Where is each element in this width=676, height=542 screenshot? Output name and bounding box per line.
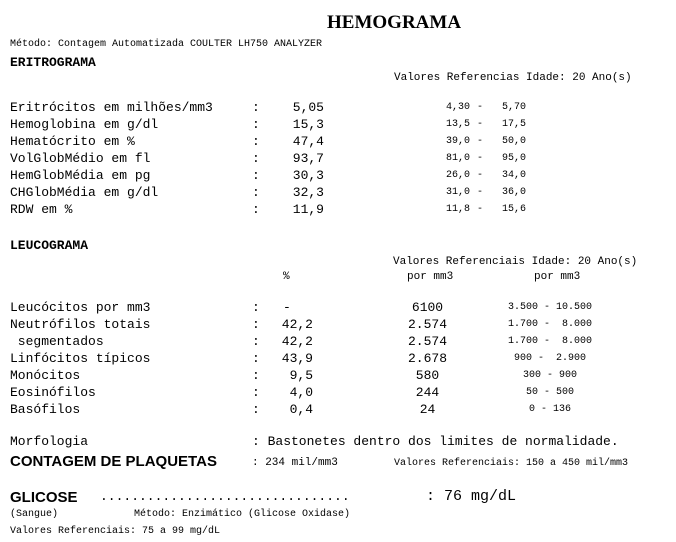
eritro-row-ref-high: 34,0	[501, 170, 526, 181]
plaquetas-label: CONTAGEM DE PLAQUETAS	[10, 453, 217, 470]
eritro-row-sep: :	[252, 168, 260, 183]
eritro-row-ref-low: 39,0	[445, 136, 470, 147]
method-line: Método: Contagem Automatizada COULTER LH750 ANALYZER	[10, 39, 323, 50]
eritro-row-ref-dash: -	[477, 187, 484, 198]
leuco-row-sep: :	[252, 385, 260, 400]
eritro-row-ref-high: 50,0	[501, 136, 526, 147]
leuco-row-sep: :	[252, 300, 260, 315]
eritro-row-value: 47,4	[292, 134, 324, 149]
eritro-row-ref-dash: -	[477, 102, 484, 113]
leuco-row-abs: 2.574	[407, 317, 447, 332]
leucograma-ref-header: Valores Referenciais Idade: 20 Ano(s)	[393, 256, 638, 268]
eritro-row-value: 11,9	[292, 202, 324, 217]
eritro-row-label: Eritrócitos em milhões/mm3	[10, 100, 213, 115]
leuco-row-pct: -	[283, 300, 291, 315]
leucograma-col-ref: por mm3	[534, 271, 581, 283]
eritrograma-title: ERITROGRAMA	[10, 55, 96, 70]
morfologia-label: Morfologia	[10, 434, 89, 449]
leuco-row-ref: 900 - 2.900	[513, 353, 586, 364]
leuco-row-sep: :	[252, 351, 260, 366]
eritro-row-sep: :	[252, 202, 260, 217]
plaquetas-ref: Valores Referenciais: 150 a 450 mil/mm3	[394, 458, 629, 469]
leuco-row-label: Eosinófilos	[10, 385, 96, 400]
eritro-row-ref-low: 13,5	[445, 119, 470, 130]
glicose-method: Método: Enzimático (Glicose Oxidase)	[134, 509, 351, 520]
eritro-row-ref-low: 81,0	[445, 153, 470, 164]
eritro-row-ref-high: 36,0	[501, 187, 526, 198]
eritro-row-label: RDW em %	[10, 202, 73, 217]
leuco-row-pct: 43,9	[281, 351, 313, 366]
eritro-row-value: 15,3	[292, 117, 324, 132]
leuco-row-pct: 9,5	[289, 368, 313, 383]
leucograma-title: LEUCOGRAMA	[10, 238, 89, 253]
leuco-row-pct: 0,4	[289, 402, 313, 417]
leuco-row-ref: 3.500 - 10.500	[507, 302, 592, 313]
leuco-row-abs: 2.678	[407, 351, 447, 366]
leuco-row-label: Neutrófilos totais	[10, 317, 151, 332]
leuco-row-label: segmentados	[10, 334, 104, 349]
eritro-row-sep: :	[252, 151, 260, 166]
leuco-row-ref: 1.700 - 8.000	[507, 336, 592, 347]
leuco-row-label: Monócitos	[10, 368, 81, 383]
eritrograma-ref-header: Valores Referencias Idade: 20 Ano(s)	[394, 72, 632, 84]
eritro-row-ref-low: 4,30	[445, 102, 470, 113]
leuco-row-label: Linfócitos típicos	[10, 351, 151, 366]
leuco-row-ref: 0 - 136	[528, 404, 571, 415]
eritro-row-ref-dash: -	[477, 204, 484, 215]
leuco-row-pct: 4,0	[289, 385, 313, 400]
leuco-row-sep: :	[252, 334, 260, 349]
leuco-row-label: Basófilos	[10, 402, 81, 417]
leuco-row-sep: :	[252, 368, 260, 383]
leuco-row-abs: 6100	[411, 300, 444, 315]
eritro-row-label: CHGlobMédia em g/dl	[10, 185, 159, 200]
eritro-row-label: Hemoglobina em g/dl	[10, 117, 159, 132]
eritro-row-ref-dash: -	[477, 136, 484, 147]
leuco-row-pct: 42,2	[281, 334, 313, 349]
leuco-row-abs: 24	[419, 402, 436, 417]
leuco-row-abs: 2.574	[407, 334, 447, 349]
eritro-row-ref-high: 15,6	[501, 204, 526, 215]
leuco-row-pct: 42,2	[281, 317, 313, 332]
eritro-row-ref-high: 95,0	[501, 153, 526, 164]
eritro-row-value: 32,3	[292, 185, 324, 200]
glicose-value: : 76 mg/dL	[426, 488, 517, 505]
leucograma-col-abs: por mm3	[407, 271, 454, 283]
eritro-row-label: Hematócrito em %	[10, 134, 135, 149]
eritro-row-sep: :	[252, 100, 260, 115]
eritro-row-value: 93,7	[292, 151, 324, 166]
leuco-row-sep: :	[252, 402, 260, 417]
glicose-ref: Valores Referenciais: 75 a 99 mg/dL	[10, 526, 221, 537]
eritro-row-sep: :	[252, 134, 260, 149]
leuco-row-ref: 1.700 - 8.000	[507, 319, 592, 330]
morfologia-value: : Bastonetes dentro dos limites de normalidade.	[252, 434, 619, 449]
leuco-row-abs: 580	[415, 368, 440, 383]
glicose-label: GLICOSE	[10, 489, 78, 506]
page-title: HEMOGRAMA	[327, 12, 462, 33]
glicose-sample: (Sangue)	[10, 509, 59, 520]
eritro-row-ref-dash: -	[477, 170, 484, 181]
glicose-dots: ................................	[100, 489, 350, 504]
leucograma-col-pct: %	[283, 271, 290, 283]
eritro-row-ref-low: 26,0	[445, 170, 470, 181]
eritro-row-sep: :	[252, 185, 260, 200]
leuco-row-label: Leucócitos por mm3	[10, 300, 151, 315]
leuco-row-ref: 300 - 900	[522, 370, 577, 381]
plaquetas-value: : 234 mil/mm3	[252, 457, 338, 469]
leuco-row-ref: 50 - 500	[525, 387, 574, 398]
eritro-row-ref-low: 11,8	[445, 204, 470, 215]
leuco-row-abs: 244	[415, 385, 440, 400]
eritro-row-ref-dash: -	[477, 153, 484, 164]
eritro-row-ref-low: 31,0	[445, 187, 470, 198]
eritro-row-ref-dash: -	[477, 119, 484, 130]
eritro-row-label: VolGlobMédio em fl	[10, 151, 151, 166]
eritro-row-value: 30,3	[292, 168, 324, 183]
eritro-row-ref-high: 17,5	[501, 119, 526, 130]
eritro-row-value: 5,05	[292, 100, 324, 115]
leuco-row-sep: :	[252, 317, 260, 332]
eritro-row-ref-high: 5,70	[501, 102, 526, 113]
eritro-row-label: HemGlobMédia em pg	[10, 168, 151, 183]
eritro-row-sep: :	[252, 117, 260, 132]
